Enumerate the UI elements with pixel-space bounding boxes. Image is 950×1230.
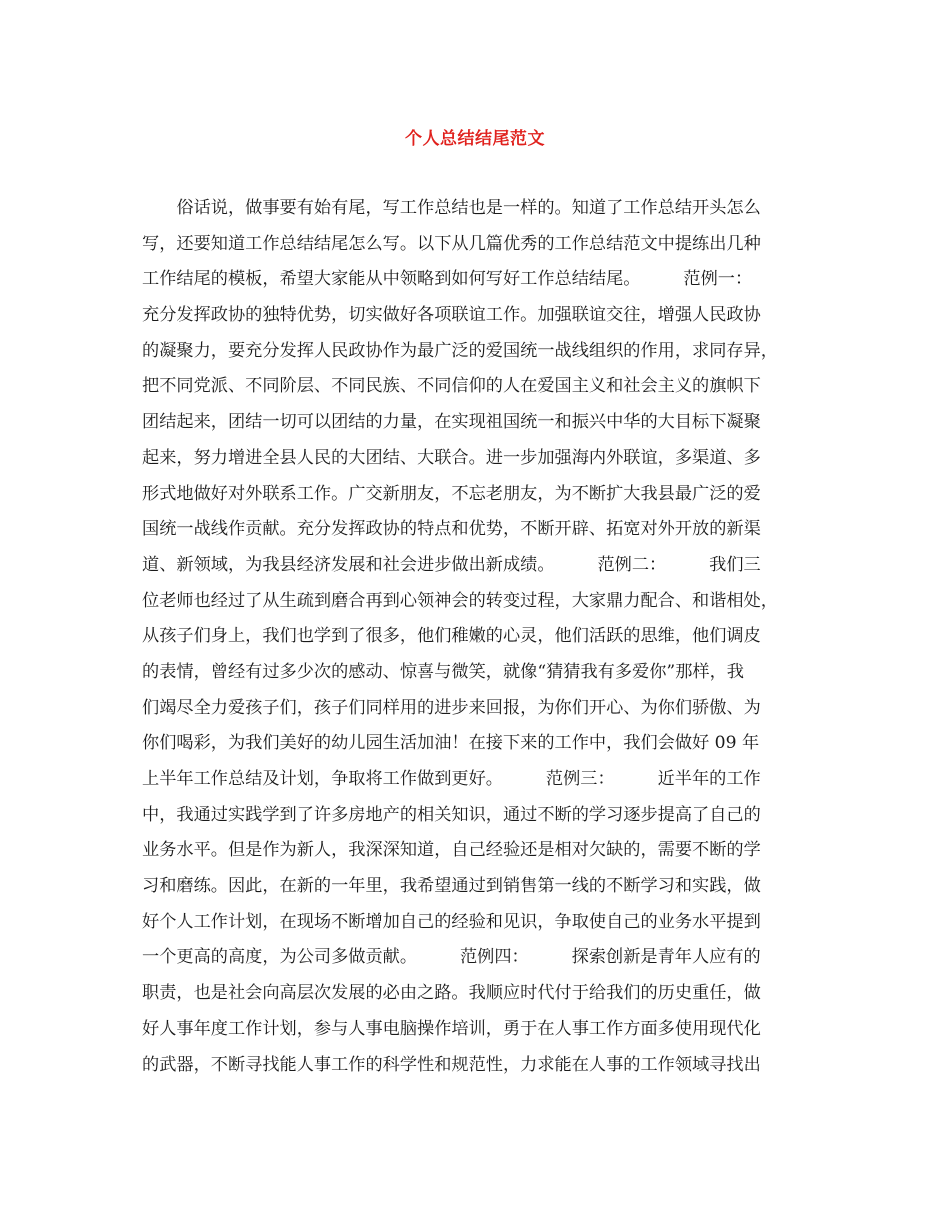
body-line: 职责，也是社会向高层次发展的必由之路。我顺应时代付于给我们的历史重任，做 xyxy=(142,983,761,1004)
body-line: 从孩子们身上，我们也学到了很多，他们稚嫩的心灵，他们活跃的思维，他们调皮 xyxy=(142,626,761,647)
body-line: 形式地做好对外联系工作。广交新朋友，不忘老朋友，为不断扩大我县最广泛的爱 xyxy=(142,483,761,504)
body-line: 你们喝彩，为我们美好的幼儿园生活加油！在接下来的工作中，我们会做好 09 年 xyxy=(142,733,760,754)
body-line: 起来，努力增进全县人民的大团结、大联合。进一步加强海内外联谊，多渠道、多 xyxy=(142,447,761,468)
body-line: 的表情，曾经有过多少次的感动、惊喜与微笑，就像“猜猜我有多爱你”那样，我 xyxy=(142,661,744,682)
body-line: 俗话说，做事要有始有尾，写工作总结也是一样的。知道了工作总结开头怎么 xyxy=(142,198,761,218)
document-body xyxy=(142,194,822,1086)
body-line: 充分发挥政协的独特优势，切实做好各项联谊工作。加强联谊交往，增强人民政协 xyxy=(142,305,761,326)
body-line: 的凝聚力，要充分发挥人民政协作为最广泛的爱国统一战线组织的作用，求同存异， xyxy=(142,340,778,361)
body-line: 团结起来，团结一切可以团结的力量，在实现祖国统一和振兴中华的大目标下凝聚 xyxy=(142,412,761,433)
body-line: 写，还要知道工作总结结尾怎么写。以下从几篇优秀的工作总结范文中提练出几种 xyxy=(142,233,761,254)
body-line: 的武器，不断寻找能人事工作的科学性和规范性，力求能在人事的工作领域寻找出 xyxy=(142,1054,761,1075)
body-line: 中，我通过实践学到了许多房地产的相关知识，通过不断的学习逐步提高了自己的 xyxy=(142,804,761,825)
body-line: 位老师也经过了从生疏到磨合再到心领神会的转变过程，大家鼎力配合、和谐相处， xyxy=(142,590,778,611)
body-line: 工作结尾的模板，希望大家能从中领略到如何写好工作总结结尾。 范例一： xyxy=(142,269,753,290)
body-line: 习和磨练。因此，在新的一年里，我希望通过到销售第一线的不断学习和实践，做 xyxy=(142,876,761,897)
body-line: 国统一战线作贡献。充分发挥政协的特点和优势，不断开辟、拓宽对外开放的新渠 xyxy=(142,519,761,540)
body-line: 好个人工作计划，在现场不断增加自己的经验和见识，争取使自己的业务水平提到 xyxy=(142,911,761,932)
body-line: 一个更高的高度，为公司多做贡献。 范例四： 探索创新是青年人应有的 xyxy=(142,947,761,968)
body-line: 业务水平。但是作为新人，我深深知道，自己经验还是相对欠缺的，需要不断的学 xyxy=(142,840,761,861)
document-title: 个人总结结尾范文 xyxy=(405,129,545,149)
body-line: 好人事年度工作计划，参与人事电脑操作培训，勇于在人事工作方面多使用现代化 xyxy=(142,1018,761,1039)
body-line: 上半年工作总结及计划，争取将工作做到更好。 范例三： 近半年的工作 xyxy=(142,769,761,789)
body-line: 们竭尽全力爱孩子们，孩子们同样用的进步来回报，为你们开心、为你们骄傲、为 xyxy=(142,697,761,718)
body-line: 把不同党派、不同阶层、不同民族、不同信仰的人在爱国主义和社会主义的旗帜下 xyxy=(142,376,761,397)
body-line: 道、新领域，为我县经济发展和社会进步做出新成绩。 范例二： 我们三 xyxy=(142,554,761,575)
